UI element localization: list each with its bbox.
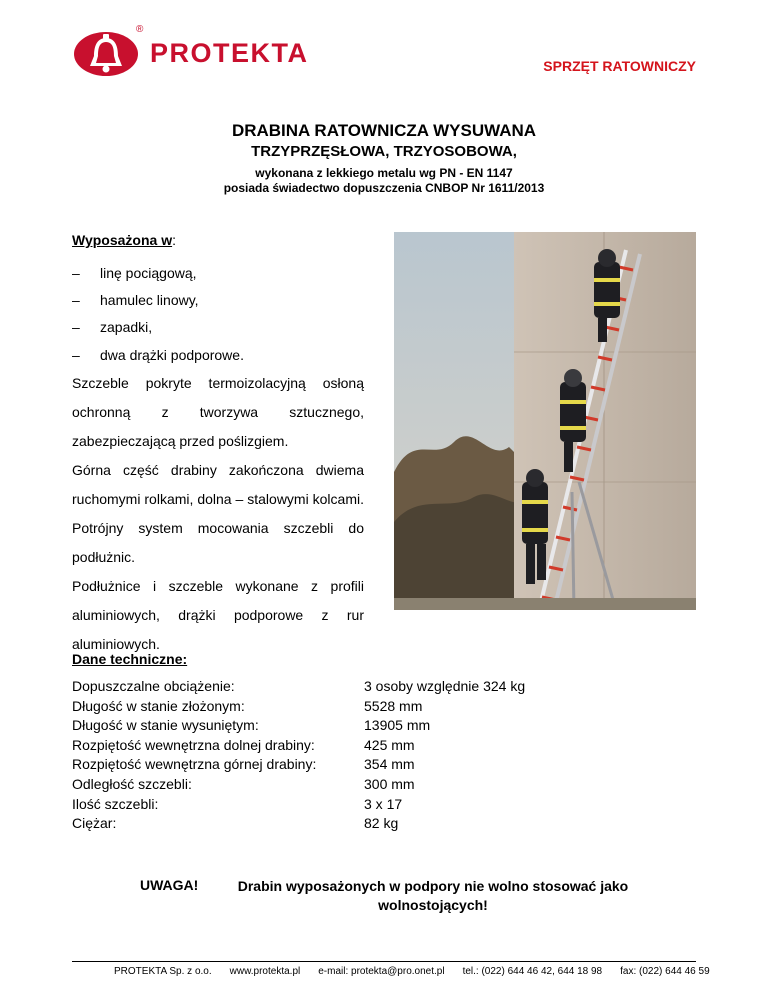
table-row [72,814,525,834]
tech-value: 13905 mm [364,717,431,734]
equipment-heading [72,232,176,248]
list-item-text: linę pociągową, [100,264,197,281]
tech-label: Odległość szczebli: [72,775,192,792]
tech-value: 425 mm [364,736,415,753]
list-dash: – [72,346,80,363]
table-row [72,775,525,795]
table-row [72,716,525,736]
footer-divider [72,961,696,962]
description-paragraph: Podłużnice i szczeble wykonane z profili aluminiowych, drążki podporowe z rur aluminiowych. [72,578,364,652]
document-title: DRABINA RATOWNICZA WYSUWANA [231,121,537,140]
footer-fax: fax: (022) 644 46 59 [620,966,710,977]
table-row [72,736,525,756]
list-item [72,314,244,341]
footer-company: PROTEKTA Sp. z o.o. [114,966,212,977]
warning-text: Drabin wyposażonych w podpory nie wolno stosować jako wolnostojących! [237,878,629,913]
list-item [72,259,244,286]
category-tag: SPRZĘT RATOWNICZY [543,58,696,74]
description-paragraph: Szczeble pokryte termoizolacyjną osłoną ochronną z tworzywa sztucznego, zabezpieczającą przed poślizgiem. [72,375,364,449]
list-dash: – [72,291,80,308]
footer-phone: tel.: (022) 644 46 42, 644 18 98 [462,966,603,977]
document-title-block [0,120,768,196]
tech-value: 82 kg [364,815,399,832]
equipment-heading-colon: : [172,232,176,248]
tech-heading: Dane techniczne: [72,651,188,667]
product-photo [394,232,696,610]
list-item [72,341,244,368]
list-dash: – [72,319,80,336]
equipment-heading-text: Wyposażona w [72,232,173,248]
description [72,369,364,659]
bell-emblem-icon [72,30,140,78]
table-row [72,697,525,717]
tech-label: Ciężar: [72,815,117,832]
logo-text: PROTEKTA [150,38,309,68]
tech-value: 354 mm [364,756,415,773]
list-item-text: zapadki, [100,319,153,336]
tech-label: Rozpiętość wewnętrzna górnej drabiny: [72,756,317,773]
tech-value: 300 mm [364,775,415,792]
equipment-list [72,259,244,368]
tech-label: Długość w stanie wysuniętym: [72,717,259,734]
tech-label: Dopuszczalne obciążenie: [72,678,235,694]
tech-value: 3 x 17 [364,795,403,812]
warning-label: UWAGA! [140,877,199,893]
footer-email: e-mail: protekta@pro.onet.pl [318,966,445,977]
table-row [72,755,525,775]
tech-label: Długość w stanie złożonym: [72,697,245,714]
list-item [72,286,244,313]
tech-value: 3 osoby względnie 324 kg [364,678,526,694]
list-item-text: hamulec linowy, [100,291,199,308]
company-logo [72,26,332,82]
tech-label: Ilość szczebli: [72,795,159,812]
tech-table [72,677,525,834]
table-row [72,677,525,697]
list-dash: – [72,264,80,281]
description-paragraph: Górna część drabiny zakończona dwiema ruchomymi rolkami, dolna – stalowymi kolcami. Potrójny system mocowania szczebli do podłużnic. [72,462,364,565]
certificate-note: posiada świadectwo dopuszczenia CNBOP Nr 1611/2013 [223,181,545,195]
footer [114,966,710,977]
tech-label: Rozpiętość wewnętrzna dolnej drabiny: [72,736,315,753]
footer-website: www.protekta.pl [229,966,301,977]
table-row [72,795,525,815]
standard-note: wykonana z lekkiego metalu wg PN - EN 1147 [255,166,513,180]
document-subtitle: TRZYPRZĘSŁOWA, TRZYOSOBOWA, [251,143,517,160]
registered-mark: ® [136,24,144,35]
list-item-text: dwa drążki podporowe. [100,346,244,363]
tech-value: 5528 mm [364,697,423,714]
